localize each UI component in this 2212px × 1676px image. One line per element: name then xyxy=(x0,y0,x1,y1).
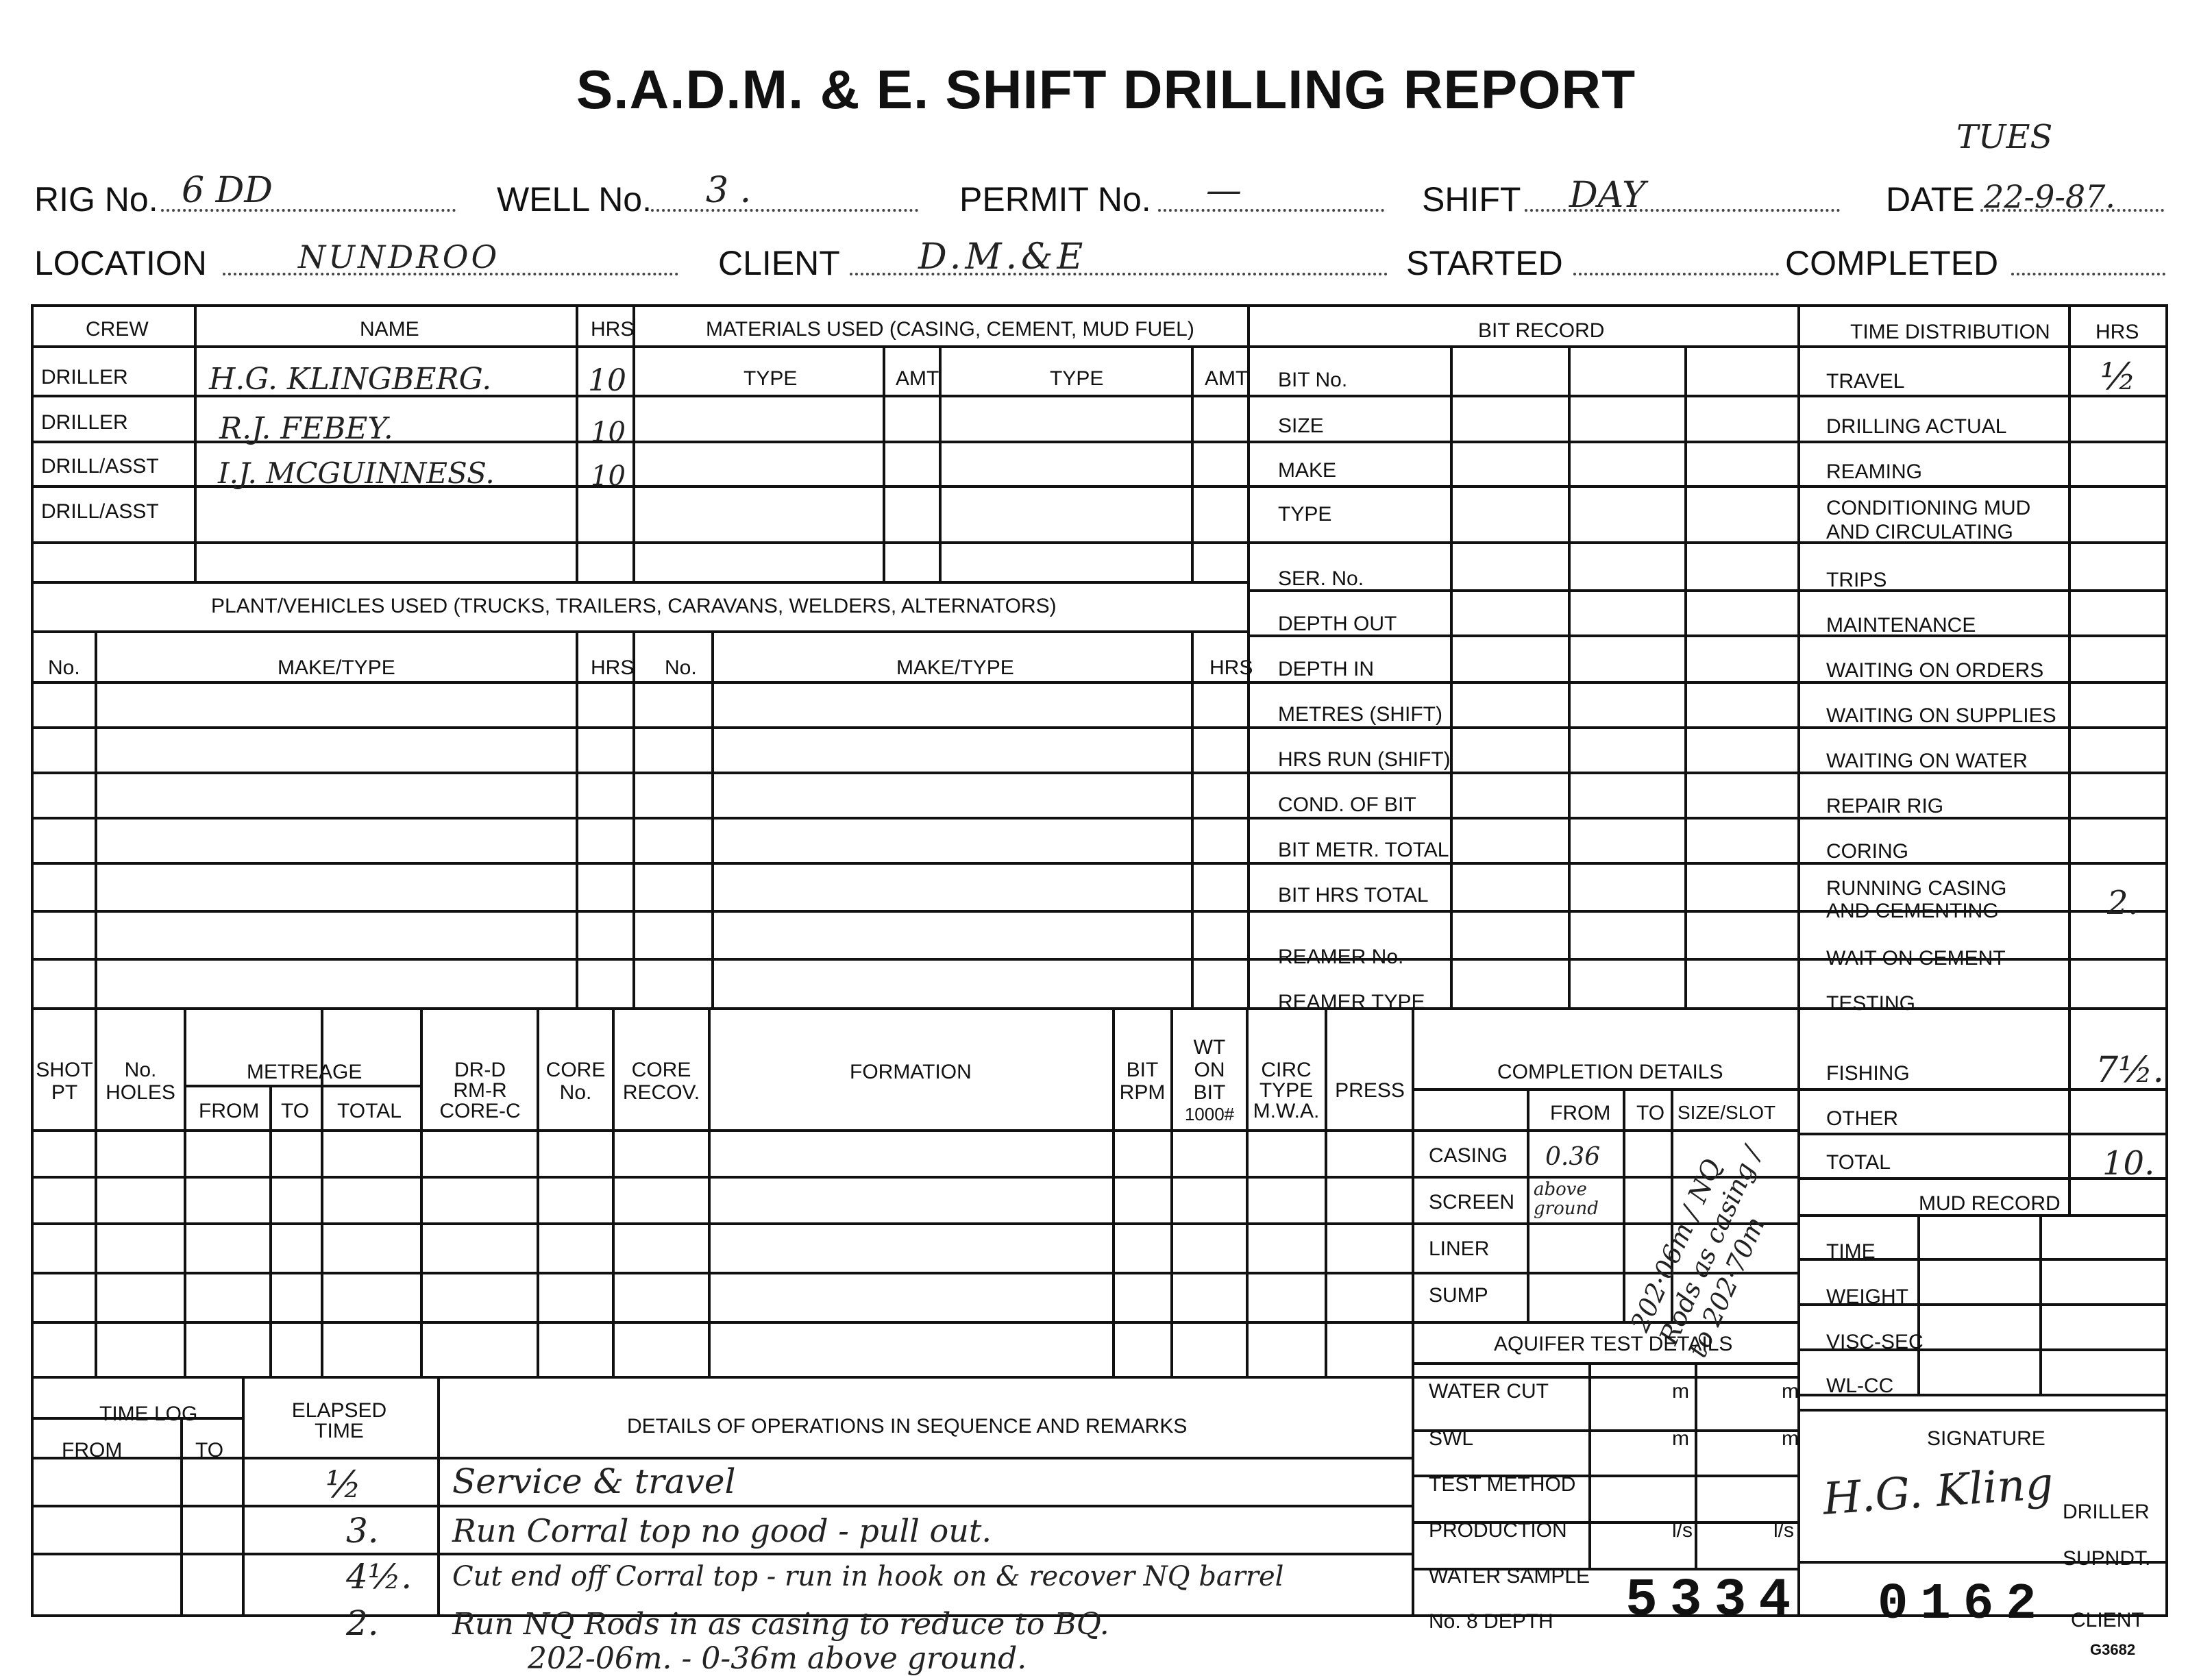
aquifer-header: AQUIFER TEST DETAILS xyxy=(1494,1333,1733,1355)
completed-label: COMPLETED xyxy=(1785,244,1999,282)
drd-header: DR-D xyxy=(454,1059,506,1081)
crew-name: I.J. MCGUINNESS. xyxy=(218,456,495,490)
date-value: 22-9-87. xyxy=(1984,178,2116,215)
aquifer-row: WATER SAMPLE xyxy=(1429,1565,1590,1588)
log-elapsed: 2. xyxy=(346,1603,379,1643)
signature-header: SIGNATURE xyxy=(1927,1427,2045,1450)
bit-record-row: SIZE xyxy=(1278,415,1324,437)
time-row-value: ½ xyxy=(2100,355,2137,398)
time-row-label: TOTAL xyxy=(1826,1151,1891,1174)
time-distribution-hrs-header: HRS xyxy=(2096,321,2139,343)
log-extra-line: 202-06m. - 0-36m above ground. xyxy=(528,1641,1027,1676)
log-detail: Run Corral top no good - pull out. xyxy=(452,1512,992,1549)
time-row-label: WAIT ON CEMENT xyxy=(1826,947,2006,970)
plant-hrs-2: HRS xyxy=(1209,656,1253,679)
rmr-header: RM-R xyxy=(453,1079,507,1102)
time-row-label: WAITING ON ORDERS xyxy=(1826,659,2044,682)
location-value: NUNDROO xyxy=(298,238,500,275)
bit-record-row: DEPTH IN xyxy=(1278,658,1375,680)
bit-record-header: BIT RECORD xyxy=(1478,319,1605,342)
crew-role: DRILLER xyxy=(41,411,128,434)
bit-rpm-header: BIT RPM xyxy=(1119,1059,1166,1104)
elapsed-time-header: TIME xyxy=(315,1420,364,1442)
crew-header: CREW xyxy=(86,318,149,341)
timelog-header: TIME LOG xyxy=(99,1403,198,1425)
time-row-value: 10. xyxy=(2102,1144,2155,1183)
driller-sign-label: DRILLER xyxy=(2063,1501,2150,1523)
supndt-sign-label: SUPNDT. xyxy=(2063,1547,2151,1570)
time-row-label: MAINTENANCE xyxy=(1826,614,1976,637)
aquifer-row: PRODUCTION xyxy=(1429,1519,1567,1542)
plant-make-1: MAKE/TYPE xyxy=(278,656,395,679)
well-label: WELL No. xyxy=(497,180,652,219)
details-header: DETAILS OF OPERATIONS IN SEQUENCE AND REMARKS xyxy=(627,1415,1188,1438)
crew-role: DRILL/ASST xyxy=(41,455,159,478)
log-detail: Run NQ Rods in as casing to reduce to BQ. xyxy=(452,1607,1109,1642)
permit-value: — xyxy=(1206,170,1242,211)
materials-type-1: TYPE xyxy=(744,367,798,390)
aquifer-row: TEST METHOD xyxy=(1429,1473,1576,1496)
metreage-header: METREAGE xyxy=(247,1061,362,1083)
completed-line xyxy=(2011,273,2165,275)
completion-size-slot: SIZE/SLOT xyxy=(1678,1102,1776,1123)
client-sign-label: CLIENT xyxy=(2071,1609,2144,1631)
aquifer-unit: m xyxy=(1782,1427,1799,1450)
time-row-label: TRAVEL xyxy=(1826,370,1905,393)
time-row-label-2: AND CIRCULATING xyxy=(1826,521,2013,543)
report-title: S.A.D.M. & E. SHIFT DRILLING REPORT xyxy=(576,59,1636,120)
wt-header: WT xyxy=(1193,1036,1226,1059)
bit-record-row: HRS RUN (SHIFT) xyxy=(1278,748,1451,771)
time-row-label: REPAIR RIG xyxy=(1826,795,1944,817)
well-line xyxy=(651,209,918,212)
time-row-label: DRILLING ACTUAL xyxy=(1826,415,2007,438)
shift-value: DAY xyxy=(1569,175,1646,216)
time-row-label: OTHER xyxy=(1826,1107,1898,1130)
aquifer-unit: m xyxy=(1672,1380,1689,1403)
rig-value: 6 DD xyxy=(182,170,273,211)
water-sample-number: 5334 xyxy=(1625,1570,1804,1631)
aquifer-unit: m xyxy=(1672,1427,1689,1450)
log-elapsed: 4½. xyxy=(346,1557,413,1597)
crew-name: H.G. KLINGBERG. xyxy=(209,362,492,397)
completion-row: SCREEN xyxy=(1429,1191,1515,1213)
plant-make-2: MAKE/TYPE xyxy=(896,656,1014,679)
bit-record-row: REAMER TYPE xyxy=(1278,991,1425,1013)
bit-record-row: METRES (SHIFT) xyxy=(1278,703,1442,726)
bit-record-row: REAMER No. xyxy=(1278,946,1404,968)
aquifer-unit: l/s xyxy=(1773,1519,1794,1542)
location-label: LOCATION xyxy=(34,244,207,282)
form-code: G3682 xyxy=(2090,1641,2136,1658)
elapsed-header: ELAPSED xyxy=(291,1399,387,1422)
mud-record-header: MUD RECORD xyxy=(1919,1192,2061,1215)
started-label: STARTED xyxy=(1406,244,1563,282)
aquifer-row: No. 8 DEPTH xyxy=(1429,1610,1553,1633)
completion-to: TO xyxy=(1636,1102,1665,1124)
bit-record-row: BIT HRS TOTAL xyxy=(1278,884,1429,907)
mwa-header: M.W.A. xyxy=(1253,1100,1320,1122)
plant-header: PLANT/VEHICLES USED (TRUCKS, TRAILERS, CARAVANS, WELDERS, ALTERNATORS) xyxy=(211,595,1057,617)
log-elapsed: 3. xyxy=(346,1511,379,1551)
completion-header: COMPLETION DETAILS xyxy=(1497,1061,1723,1083)
time-row-label-2: AND CEMENTING xyxy=(1826,900,1999,922)
completion-row: LINER xyxy=(1429,1237,1490,1260)
time-row-label: RUNNING CASING xyxy=(1826,877,2007,900)
well-value: 3 . xyxy=(706,170,752,211)
driller-signature: H.G. Kling xyxy=(1821,1458,2055,1525)
mud-record-row: TIME xyxy=(1826,1240,1876,1263)
completion-row: CASING xyxy=(1429,1144,1508,1167)
mud-record-row: WEIGHT xyxy=(1826,1285,1908,1308)
materials-type-2: TYPE xyxy=(1050,367,1104,390)
time-row-label: CONDITIONING MUD xyxy=(1826,497,2031,519)
bit-record-row: SER. No. xyxy=(1278,567,1364,590)
time-row-label: TESTING xyxy=(1826,992,1916,1015)
metreage-from: FROM xyxy=(199,1100,260,1122)
metreage-to: TO xyxy=(281,1100,310,1122)
completion-from: FROM xyxy=(1550,1102,1611,1124)
day-note: TUES xyxy=(1956,118,2053,156)
bit-record-row: DEPTH OUT xyxy=(1278,613,1397,635)
time-row-label: FISHING xyxy=(1826,1062,1910,1085)
completion-row: SUMP xyxy=(1429,1284,1488,1307)
client-label: CLIENT xyxy=(718,244,840,282)
log-detail: Service & travel xyxy=(452,1462,736,1501)
started-line xyxy=(1573,273,1779,275)
time-row-label: WAITING ON SUPPLIES xyxy=(1826,704,2056,727)
no-holes-header: No. HOLES xyxy=(106,1059,175,1104)
materials-amt-2: AMT. xyxy=(1205,367,1252,390)
press-header: PRESS xyxy=(1335,1079,1405,1102)
formation-header: FORMATION xyxy=(850,1061,972,1083)
wt-1000-header: 1000# xyxy=(1184,1104,1235,1124)
time-row-label: TRIPS xyxy=(1826,569,1887,591)
screen-from: above ground xyxy=(1534,1179,1599,1219)
aquifer-unit: l/s xyxy=(1672,1519,1693,1542)
crew-name: R.J. FEBEY. xyxy=(219,411,393,446)
time-row-value: 7½. xyxy=(2096,1050,2165,1091)
plant-no-2: No. xyxy=(665,656,697,679)
metreage-total: TOTAL xyxy=(337,1100,402,1122)
bit-record-row: BIT No. xyxy=(1278,369,1348,391)
bit-record-row: TYPE xyxy=(1278,503,1332,526)
permit-label: PERMIT No. xyxy=(959,180,1151,219)
log-elapsed: ½ xyxy=(325,1463,362,1506)
bit-record-row: MAKE xyxy=(1278,459,1337,482)
core-recov-header: CORE RECOV. xyxy=(622,1059,700,1104)
core-no-header: CORE No. xyxy=(545,1059,606,1104)
time-row-label: REAMING xyxy=(1826,460,1923,483)
signature-number: 0162 xyxy=(1878,1576,2049,1634)
mud-record-row: WL-CC xyxy=(1826,1375,1894,1397)
crew-role: DRILLER xyxy=(41,366,128,389)
shot-pt-header: SHOT PT xyxy=(36,1059,93,1104)
date-label: DATE xyxy=(1886,180,1975,219)
rig-label: RIG No. xyxy=(34,180,158,219)
materials-amt-1: AMT xyxy=(896,367,939,390)
plant-no-1: No. xyxy=(48,656,80,679)
shift-label: SHIFT xyxy=(1422,180,1521,219)
aquifer-row: WATER CUT xyxy=(1429,1380,1549,1403)
aquifer-unit: m xyxy=(1782,1380,1799,1403)
time-row-label: WAITING ON WATER xyxy=(1826,750,2028,772)
crew-role: DRILL/ASST xyxy=(41,500,159,523)
crew-hrs: 10 xyxy=(591,417,626,448)
time-row-label: CORING xyxy=(1826,840,1908,863)
bit-record-row: COND. OF BIT xyxy=(1278,793,1416,816)
bit-header: BIT xyxy=(1193,1081,1226,1104)
aquifer-row: SWL xyxy=(1429,1427,1474,1450)
on-header: ON xyxy=(1194,1059,1225,1081)
log-detail: Cut end off Corral top - run in hook on & recover NQ barrel xyxy=(452,1561,1284,1592)
time-row-value: 2. xyxy=(2107,884,2139,922)
timelog-to: TO xyxy=(195,1439,224,1462)
circ-header: CIRC xyxy=(1261,1059,1312,1081)
circ-type-header: TYPE xyxy=(1259,1079,1314,1102)
permit-line xyxy=(1158,209,1384,212)
casing-from: 0.36 xyxy=(1545,1143,1601,1171)
crew-hrs-header: HRS xyxy=(591,318,635,341)
client-value: D.M.&E xyxy=(918,236,1087,278)
plant-hrs-1: HRS xyxy=(591,656,635,679)
completion-note: 202·06m / NQ Rods as casing / to 202·70m xyxy=(1624,1142,1771,1362)
materials-header: MATERIALS USED (CASING, CEMENT, MUD FUEL) xyxy=(706,318,1194,341)
time-distribution-header: TIME DISTRIBUTION xyxy=(1850,321,2050,343)
mud-record-row: VISC-SEC xyxy=(1826,1331,1924,1353)
name-header: NAME xyxy=(360,318,419,341)
timelog-from: FROM xyxy=(62,1439,123,1462)
bit-record-row: BIT METR. TOTAL xyxy=(1278,839,1449,861)
crew-hrs: 10 xyxy=(588,363,626,398)
crew-hrs: 10 xyxy=(591,460,626,492)
corec-header: CORE-C xyxy=(439,1100,521,1122)
